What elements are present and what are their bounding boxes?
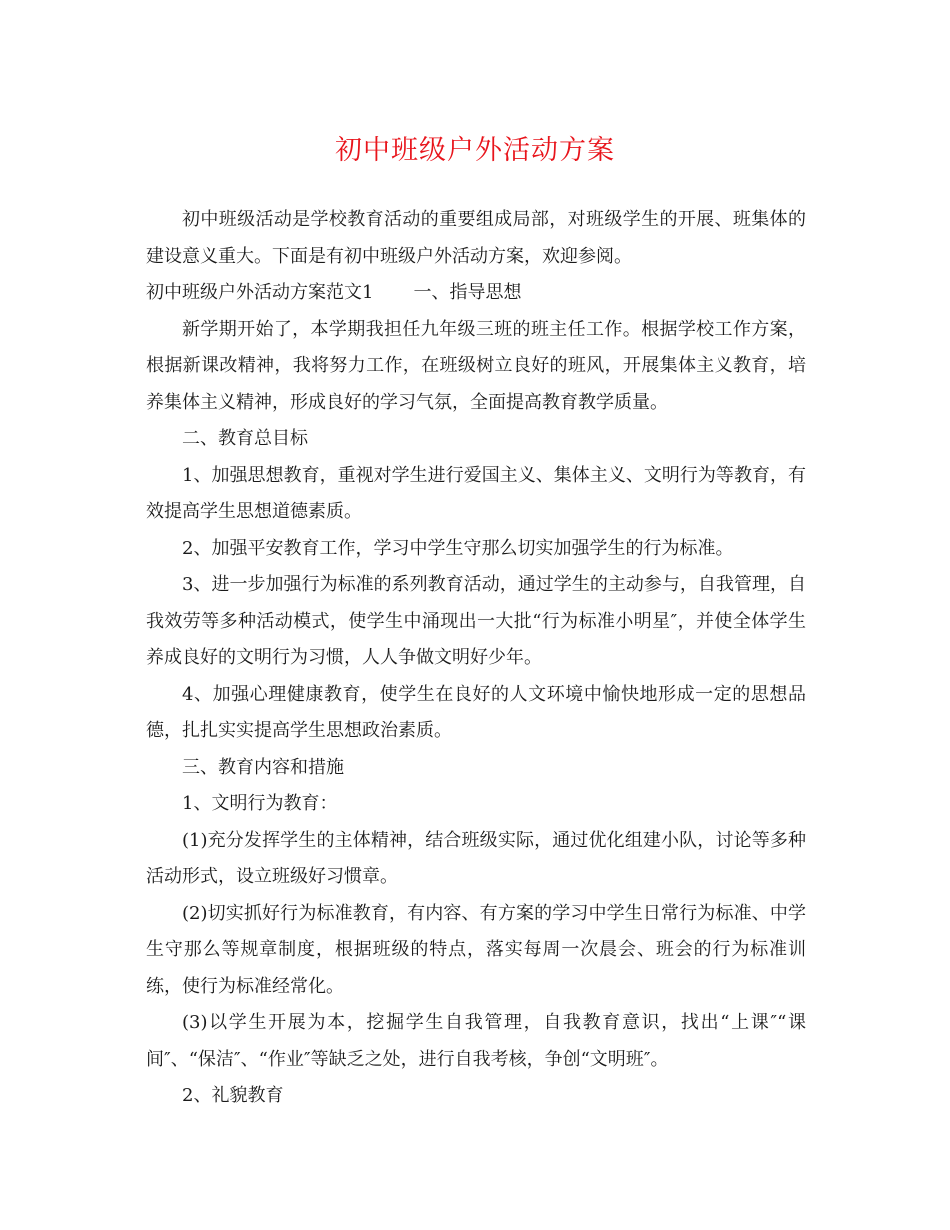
paragraph: 1、加强思想教育，重视对学生进行爱国主义、集体主义、文明行为等教育，有效提高学生思想道德素质。 (146, 464, 806, 522)
section-heading: 一、指导思想 (413, 282, 522, 303)
paragraph: (3)以学生开展为本，挖掘学生自我管理，自我教育意识，找出“上课″“课间″、“保洁″、“作业″等缺乏之处，进行自我考核，争创“文明班″。 (146, 1012, 806, 1070)
paragraph: (1)充分发挥学生的主体精神，结合班级实际，通过优化组建小队，讨论等多种活动形式，设立班级好习惯章。 (146, 829, 806, 887)
intro-paragraph: 初中班级活动是学校教育活动的重要组成局部，对班级学生的开展、班集体的建设意义重大。下面是有初中班级户外活动方案，欢迎参阅。 (146, 209, 806, 267)
paragraph: 新学期开始了，本学期我担任九年级三班的班主任工作。根据学校工作方案，根据新课改精神，我将努力工作，在班级树立良好的班风，开展集体主义教育，培养集体主义精神，形成良好的学习气氛，全面提高教育教学质量。 (146, 318, 806, 413)
paragraph: 2、礼貌教育 (182, 1085, 284, 1106)
section-heading: 二、教育总目标 (182, 428, 308, 449)
paragraph: 2、加强平安教育工作，学习中学生守那么切实加强学生的行为标准。 (182, 537, 734, 559)
section-heading: 三、教育内容和措施 (182, 756, 344, 778)
subheading-line (146, 275, 806, 312)
paragraph: (2)切实抓好行为标准教育，有内容、有方案的学习中学生日常行为标准、中学生守那么等规章制度，根据班级的特点，落实每周一次晨会、班会的行为标准训练，使行为标准经常化。 (146, 902, 806, 997)
document-body (146, 202, 806, 1115)
paragraph: 4、加强心理健康教育，使学生在良好的人文环境中愉快地形成一定的思想品德，扎扎实实提高学生思想政治素质。 (146, 683, 806, 741)
subheading-label: 初中班级户外活动方案范文1 (146, 282, 374, 303)
document-title: 初中班级户外活动方案 (335, 135, 615, 166)
paragraph: 1、文明行为教育： (182, 793, 338, 814)
paragraph: 3、进一步加强行为标准的系列教育活动，通过学生的主动参与，自我管理，自我效劳等多种活动模式，使学生中涌现出一大批“行为标准小明星″，并使全体学生养成良好的文明行为习惯，人人争做文明好少年。 (146, 574, 806, 668)
